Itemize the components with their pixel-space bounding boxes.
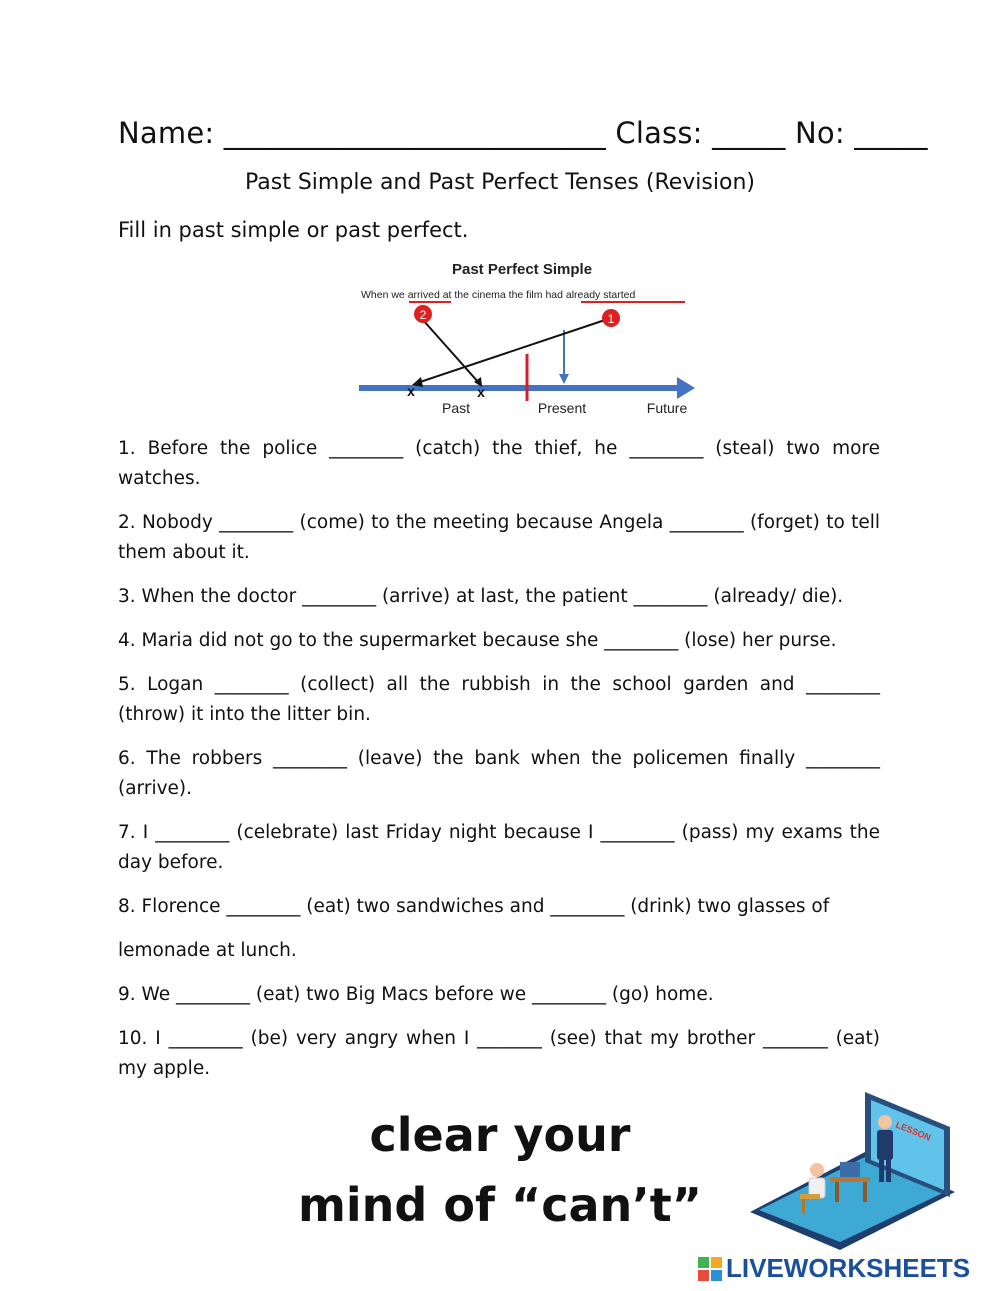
class-blank[interactable]: _____ [712, 116, 786, 150]
class-label: Class: [615, 116, 703, 150]
question-8-continued: lemonade at lunch. [118, 940, 297, 961]
chair [800, 1194, 820, 1199]
question-3: 3. When the doctor ________ (arrive) at last, the patient ________ (already/ die). [118, 586, 844, 607]
question-1: 1. Before the police ________ (catch) the thief, he ________ (steal) two more watches. [118, 438, 880, 489]
question-4: 4. Maria did not go to the supermarket because she ________ (lose) her purse. [118, 630, 837, 651]
name-label: Name: [118, 116, 215, 150]
x-mark-2: x [477, 384, 485, 400]
teacher-body [877, 1130, 893, 1160]
question-5: 5. Logan ________ (collect) all the rubbish in the school garden and ________ (throw) it into the litter bin. [118, 674, 880, 725]
question-6: 6. The robbers ________ (leave) the bank when the policemen finally ________ (arrive). [118, 748, 880, 799]
arrow-1-line [417, 320, 605, 383]
x-mark-1: x [407, 383, 415, 399]
timeline-arrowhead [677, 377, 695, 399]
number-label: No: [794, 116, 845, 150]
screen-text: LESSON [894, 1119, 933, 1143]
diagram-sentence: When we arrived at the cinema the film had already started [361, 289, 636, 301]
svg-text:2: 2 [419, 308, 427, 322]
question-9: 9. We ________ (eat) two Big Macs before we ________ (go) home. [118, 984, 714, 1005]
motto-line-2: mind of “can’t” [297, 1178, 702, 1232]
desk [830, 1177, 870, 1182]
teacher-head [878, 1115, 892, 1129]
online-lesson-illustration [745, 1082, 960, 1252]
arrow-2-line [423, 320, 479, 383]
name-blank[interactable]: __________________________ [223, 116, 606, 150]
label-present: Present [537, 400, 587, 416]
diagram-title: Past Perfect Simple [451, 261, 593, 278]
question-7: 7. I ________ (celebrate) last Friday night because I ________ (pass) my exams the day before. [118, 822, 880, 873]
liveworksheets-logo-icon [698, 1257, 722, 1281]
worksheet-title: Past Simple and Past Perfect Tenses (Revision) [245, 170, 755, 195]
label-future: Future [646, 400, 688, 416]
svg-text:1: 1 [607, 312, 615, 326]
question-10: 10. I ________ (be) very angry when I _______ (see) that my brother _______ (eat) my apple. [118, 1028, 880, 1079]
student-info-header [118, 116, 928, 150]
liveworksheets-brand[interactable]: LIVEWORKSHEETS [726, 1253, 971, 1283]
motto-line-1: clear your [369, 1108, 631, 1162]
label-past: Past [441, 400, 471, 416]
question-2: 2. Nobody ________ (come) to the meeting because Angela ________ (forget) to tell them about it. [118, 512, 880, 563]
now-arrow-head [559, 374, 569, 384]
instruction-text: Fill in past simple or past perfect. [118, 218, 469, 242]
motto [290, 1100, 710, 1240]
question-8: 8. Florence ________ (eat) two sandwiches and ________ (drink) two glasses of [118, 896, 830, 917]
past-perfect-timeline-diagram [355, 256, 700, 421]
student-head [810, 1163, 824, 1177]
laptop [840, 1162, 860, 1177]
number-blank[interactable]: _____ [854, 116, 928, 150]
